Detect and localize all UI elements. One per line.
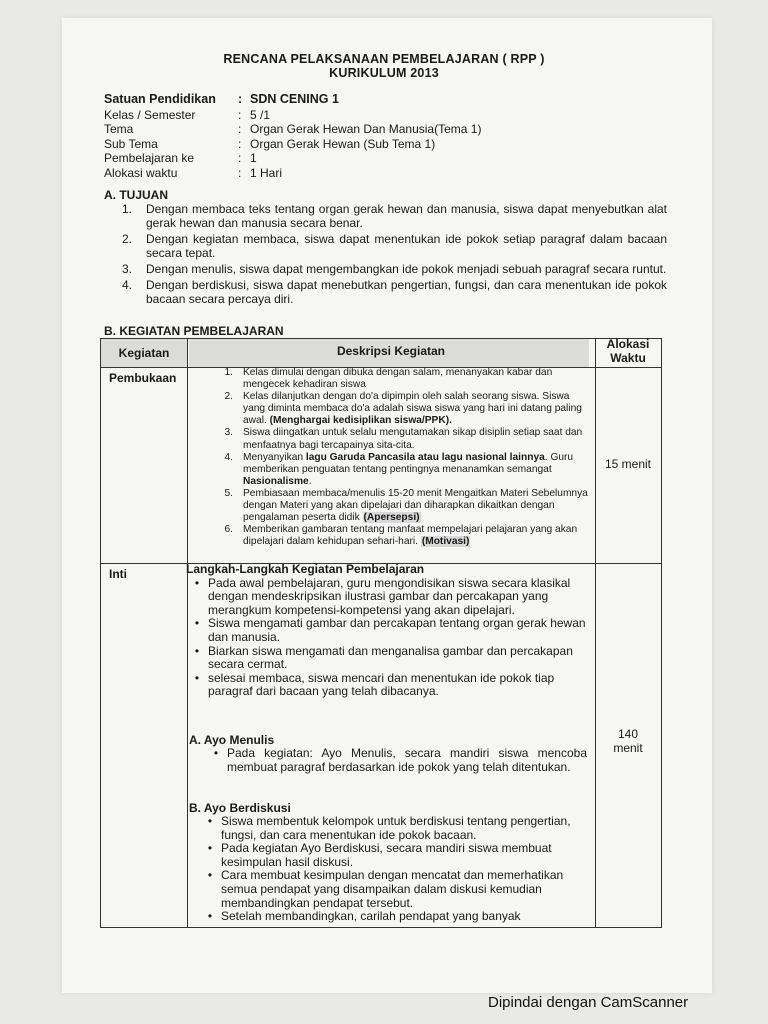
bullet-text: Cara membuat kesimpulan dengan mencatat dan memerhatikan semua pendapat yang disampaikan dalam diskusi kemudian membandingkan pendapat tersebut. <box>221 868 564 910</box>
tujuan-number: 4. <box>122 277 133 292</box>
pembukaan-number: 3. <box>224 427 233 439</box>
pembukaan-text-plain: Pembiasaan membaca/menulis 15-20 menit Mengaitkan Materi Sebelumnya dengan Materi yang akan dipelajari dan diharapkan dikaitkan dengan pengalaman peserta didik <box>243 487 588 524</box>
identity-key: Tema <box>104 122 134 136</box>
pembukaan-number: 4. <box>224 451 233 463</box>
pembukaan-text <box>243 367 591 391</box>
tujuan-heading: A. TUJUAN <box>104 188 169 202</box>
bullet-text: Siswa membentuk kelompok untuk berdiskusi tentang pengertian, fungsi, dan cara menentukan ide pokok bacaan. <box>221 814 571 842</box>
bullet-text: Biarkan siswa mengamati dan menganalisa gambar dan percakapan secara cermat. <box>208 643 573 672</box>
identity-colon: : <box>238 122 242 136</box>
identity-row <box>104 108 481 123</box>
bullet-item <box>205 747 587 774</box>
pembukaan-item <box>211 452 591 488</box>
time-inti: 140 menit <box>613 727 643 755</box>
ayo-berdiskusi-heading: B. Ayo Berdiskusi <box>189 801 291 815</box>
bullet-text: selesai membaca, siswa mencari dan menentukan ide pokok tiap paragraf dari bacaan yang telah dibacanya. <box>208 670 555 699</box>
pembukaan-text <box>243 427 591 451</box>
pembukaan-text-plain: Memberikan gambaran tentang manfaat mempelajari pelajaran yang akan dipelajari dalam kehidupan sehari-hari. <box>243 524 578 548</box>
pembukaan-text <box>243 391 591 427</box>
pembukaan-item <box>211 427 591 451</box>
col-header-deskripsi: Deskripsi Kegiatan <box>336 344 446 358</box>
pembukaan-text-plain: Kelas dimulai dengan dibuka dengan salam, menanyakan kabar dan mengecek kehadiran siswa <box>243 367 553 391</box>
tujuan-number: 3. <box>122 261 133 276</box>
tujuan-item <box>122 262 667 276</box>
identity-key: Kelas / Semester <box>104 107 196 122</box>
document-title: RENCANA PELAKSANAAN PEMBELAJARAN ( RPP ) <box>223 52 545 66</box>
col-header-alokasi: Alokasi Waktu <box>606 337 650 365</box>
pembukaan-text-emphasis: lagu Garuda Pancasila atau lagu nasional lainnya <box>305 451 545 463</box>
bullet-text: Pada kegiatan: Ayo Menulis, secara mandiri siswa mencoba membuat paragraf berdasarkan ide pokok yang telah ditentukan. <box>227 746 587 774</box>
identity-value: SDN CENING 1 <box>250 92 339 106</box>
tujuan-text: Dengan menulis, siswa dapat mengembangkan ide pokok menjadi sebuah paragraf secara runtut. <box>146 261 667 276</box>
pembukaan-text-emphasis: (Menghargai kedisiplikan siswa/PPK). <box>269 415 452 427</box>
bullet-text: Pada kegiatan Ayo Berdiskusi, secara mandiri siswa membuat kesimpulan hasil diskusi. <box>221 841 552 869</box>
identity-row <box>104 151 481 166</box>
bullet-item <box>199 842 589 869</box>
tujuan-item <box>122 202 667 230</box>
scanner-watermark: Dipindai dengan CamScanner <box>488 994 689 1011</box>
tujuan-item <box>122 278 667 306</box>
col-header-kegiatan: Kegiatan <box>118 346 170 360</box>
pembukaan-number: 2. <box>224 391 233 403</box>
bullet-dot: • <box>213 746 219 760</box>
inti-bullets <box>186 577 591 699</box>
tujuan-number: 1. <box>122 202 133 216</box>
inti-heading: Langkah-Langkah Kegiatan Pembelajaran <box>186 562 425 576</box>
identity-row <box>104 137 481 152</box>
pembukaan-text-emphasis: Nasionalisme <box>243 475 309 487</box>
ayo-berdiskusi-list <box>199 815 589 924</box>
identity-key: Sub Tema <box>104 136 158 151</box>
pembukaan-item <box>211 524 591 548</box>
bullet-item <box>199 815 589 842</box>
pembukaan-text-emphasis: (Apersepsi) <box>363 512 420 524</box>
bullet-item <box>186 672 591 699</box>
identity-colon: : <box>238 92 243 106</box>
bullet-item <box>186 577 591 618</box>
bullet-text: Pada awal pembelajaran, guru mengondisikan siswa secara klasikal dengan mendeskripsikan ilustrasi gambar dan percakapan yang merangkum kompetensi-kompetensi yang akan dipelajari. <box>208 575 571 617</box>
bullet-item <box>199 910 589 924</box>
document-subtitle: KURIKULUM 2013 <box>329 66 439 80</box>
pembukaan-text <box>243 452 591 488</box>
identity-block <box>104 92 481 180</box>
tujuan-text: Dengan berdiskusi, siswa dapat menebutkan pengertian, fungsi, dan cara menentukan ide pokok bacaan secara percaya diri. <box>146 277 667 306</box>
bullet-item <box>199 869 589 910</box>
identity-row <box>104 92 481 107</box>
identity-value: 5 /1 <box>250 107 271 122</box>
bullet-dot: • <box>194 643 200 658</box>
ayo-menulis-heading: A. Ayo Menulis <box>189 733 275 747</box>
identity-value: 1 <box>250 151 257 165</box>
pembukaan-text <box>243 524 591 548</box>
bullet-dot: • <box>207 909 213 924</box>
identity-colon: : <box>238 136 242 151</box>
identity-value: Organ Gerak Hewan (Sub Tema 1) <box>250 136 436 151</box>
pembukaan-list <box>211 367 591 548</box>
identity-colon: : <box>238 151 242 165</box>
pembukaan-text-after: . Guru memberikan penguatan tentang pentingnya menanamkan semangat <box>243 451 574 475</box>
identity-row <box>104 166 481 181</box>
kegiatan-heading: B. KEGIATAN PEMBELAJARAN <box>104 324 284 338</box>
bullet-text: Siswa mengamati gambar dan percakapan tentang organ gerak hewan dan manusia. <box>208 616 586 644</box>
pembukaan-text-plain: Siswa diingatkan untuk selalu mengutamakan sikap disiplin setiap saat dan menfaatnya bagi tercapainya sita-cita. <box>243 427 583 451</box>
bullet-item <box>186 645 591 672</box>
identity-key: Satuan Pendidikan <box>104 92 216 106</box>
row-label-pembukaan: Pembukaan <box>109 371 177 385</box>
activity-table <box>100 338 662 928</box>
bullet-item <box>186 617 591 644</box>
tujuan-list <box>122 202 667 307</box>
pembukaan-number: 6. <box>224 524 233 536</box>
pembukaan-item <box>211 367 591 391</box>
identity-value: Organ Gerak Hewan Dan Manusia(Tema 1) <box>250 122 482 136</box>
pembukaan-item <box>211 488 591 524</box>
identity-colon: : <box>238 165 242 180</box>
pembukaan-text-after: . <box>308 475 312 487</box>
pembukaan-number: 5. <box>224 487 233 499</box>
time-pembukaan: 15 menit <box>604 457 652 471</box>
tujuan-text: Dengan kegiatan membaca, siswa dapat menentukan ide pokok setiap paragraf dalam bacaan secara tepat. <box>146 231 667 261</box>
bullet-dot: • <box>194 616 200 631</box>
row-label-inti: Inti <box>109 567 127 581</box>
inti-section <box>186 563 591 699</box>
pembukaan-text-plain: Kelas dilanjutkan dengan do'a dipimpin oleh salah seorang siswa. Siswa yang diminta membaca do'a adalah siswa siswa yang hari ini datang paling awal. <box>243 391 582 427</box>
pembukaan-item <box>211 391 591 427</box>
bullet-dot: • <box>207 868 213 883</box>
bullet-dot: • <box>194 670 200 685</box>
identity-row <box>104 122 481 137</box>
pembukaan-number: 1. <box>224 367 233 378</box>
col-divider <box>595 339 596 927</box>
identity-colon: : <box>238 107 242 122</box>
bullet-dot: • <box>207 814 213 828</box>
bullet-dot: • <box>194 575 200 590</box>
tujuan-number: 2. <box>122 231 133 246</box>
tujuan-item <box>122 232 667 260</box>
pembukaan-text <box>243 488 591 524</box>
bullet-text: Setelah membandingkan, carilah pendapat yang banyak <box>221 909 521 924</box>
identity-key: Alokasi waktu <box>104 165 178 180</box>
identity-key: Pembelajaran ke <box>104 151 195 165</box>
pembukaan-text-plain: Menyanyikan <box>243 451 306 463</box>
ayo-menulis-list <box>205 747 587 774</box>
pembukaan-text-emphasis: (Motivasi) <box>421 536 470 548</box>
identity-value: 1 Hari <box>250 165 283 180</box>
bullet-dot: • <box>207 841 213 856</box>
tujuan-text: Dengan membaca teks tentang organ gerak hewan dan manusia, siswa dapat menyebutkan alat gerak hewan dan manusia secara benar. <box>146 202 667 231</box>
